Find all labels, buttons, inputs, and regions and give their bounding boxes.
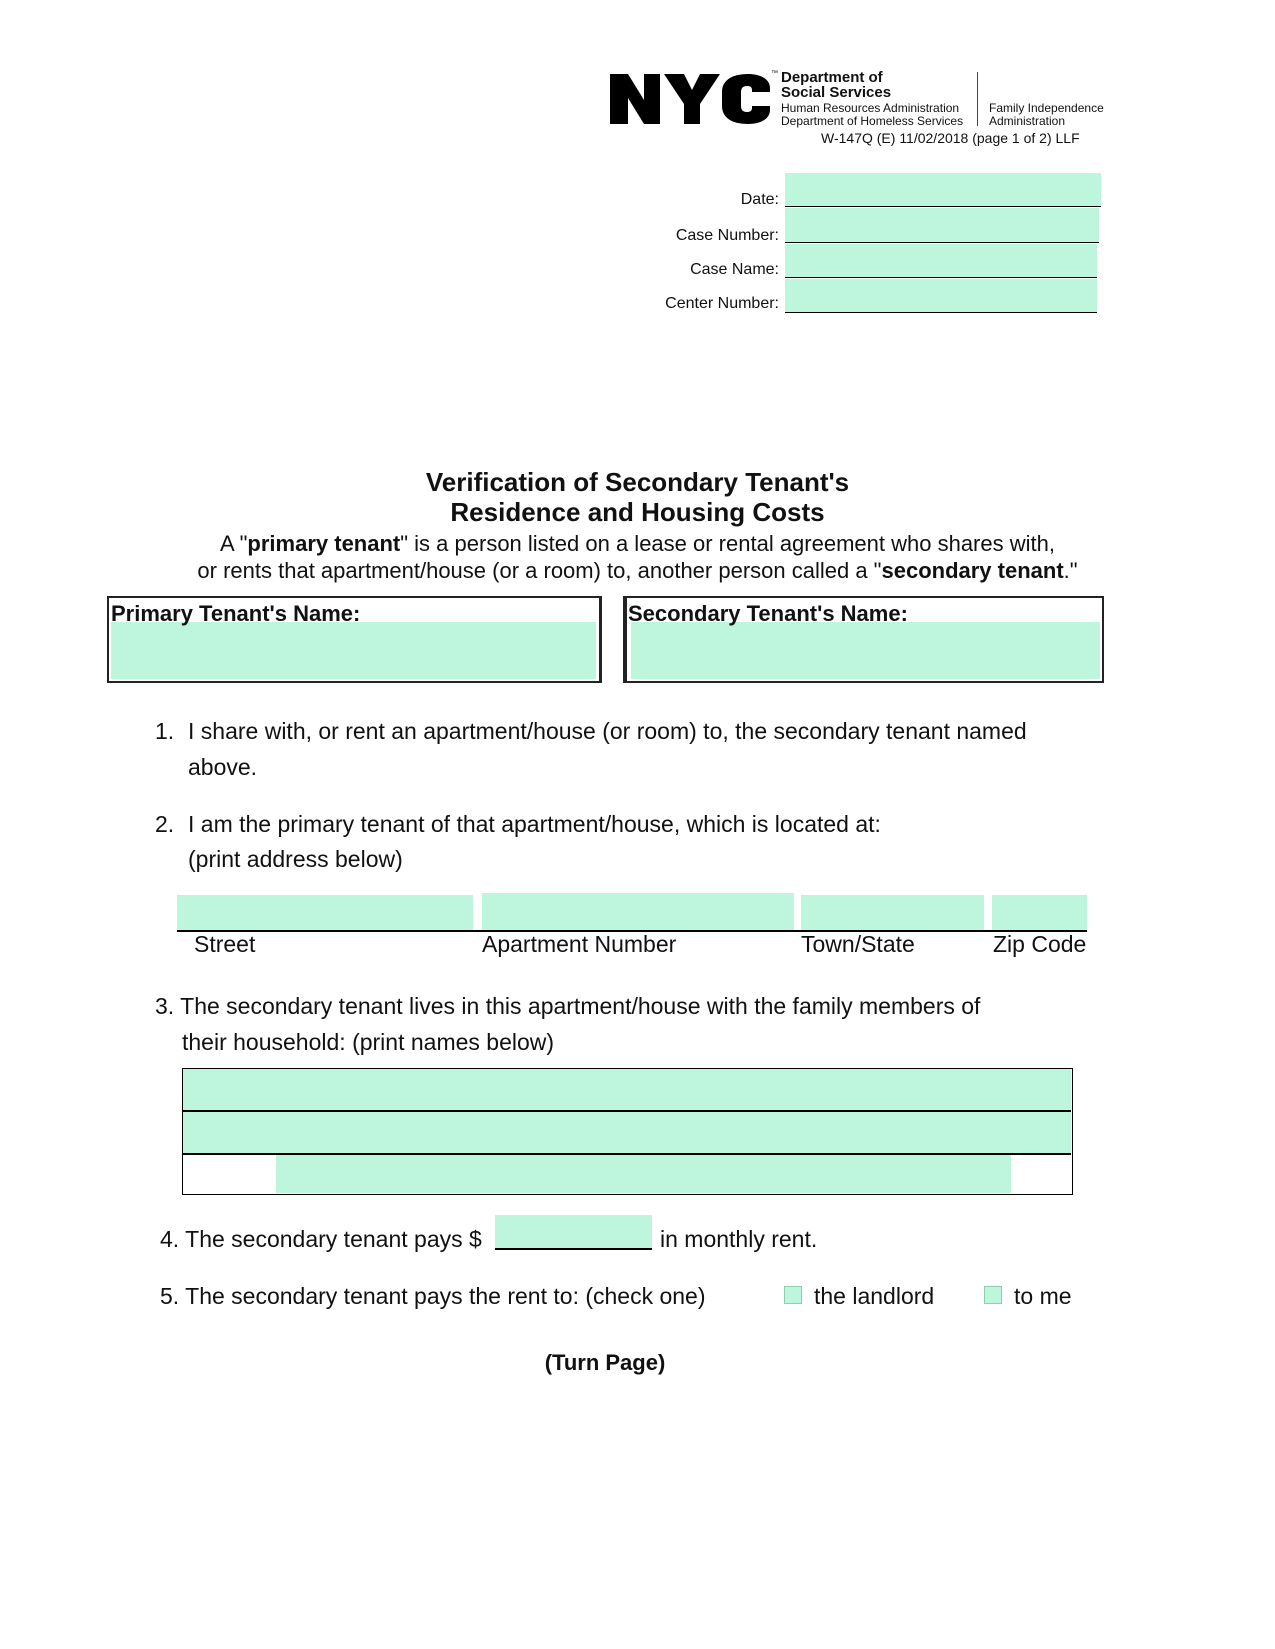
landlord-checkbox[interactable] <box>784 1286 802 1304</box>
town-state-label: Town/State <box>801 931 915 957</box>
item1-line1: I share with, or rent an apartment/house (or room) to, the secondary tenant named <box>188 718 1027 744</box>
primary-tenant-name-field[interactable] <box>111 622 596 679</box>
primary-tenant-box <box>107 596 602 683</box>
agency-dhs: Department of Homeless Services <box>781 114 964 128</box>
dept-line1: Department of <box>781 69 883 86</box>
case-name-underline <box>785 277 1097 278</box>
primary-tenant-label: Primary Tenant's Name: <box>111 601 361 626</box>
item2-line1: I am the primary tenant of that apartment/house, which is located at: <box>188 811 881 837</box>
nyc-logo-mark <box>608 70 772 128</box>
item1-line2: above. <box>188 754 258 780</box>
apartment-number-field[interactable] <box>482 893 794 930</box>
household-member-3[interactable] <box>276 1155 1011 1193</box>
date-field[interactable] <box>785 173 1101 206</box>
dept-line2: Social Services <box>781 84 892 101</box>
case-name-label: Case Name: <box>690 261 779 278</box>
intro-secondary-tenant: secondary tenant <box>881 558 1064 583</box>
fia-line1: Family Independence <box>989 101 1104 115</box>
nyc-logo <box>608 70 772 133</box>
to-me-option-label: to me <box>1014 1283 1072 1309</box>
intro-line2-pre: or rents that apartment/house (or a room) to, another person called a " <box>197 558 882 583</box>
zip-code-field[interactable] <box>992 895 1087 930</box>
date-label: Date: <box>740 191 779 208</box>
form-id: W-147Q (E) 11/02/2018 (page 1 of 2) LLF <box>821 130 1080 146</box>
case-number-label: Case Number: <box>675 227 779 244</box>
apartment-number-label: Apartment Number <box>482 931 677 957</box>
turn-page-note: (Turn Page) <box>544 1350 666 1375</box>
tm-mark: ™ <box>771 70 778 77</box>
street-field[interactable] <box>177 895 473 930</box>
fia-line2: Administration <box>989 114 1066 128</box>
case-name-field[interactable] <box>785 244 1097 277</box>
household-table <box>182 1068 1073 1195</box>
monthly-rent-underline <box>495 1248 652 1250</box>
item2-line2: (print address below) <box>188 846 403 872</box>
item3-line1: 3. The secondary tenant lives in this apartment/house with the family members of <box>155 993 981 1019</box>
item1-number: 1. <box>155 718 175 744</box>
zip-code-label: Zip Code <box>993 931 1087 957</box>
town-state-field[interactable] <box>801 895 984 930</box>
to-me-checkbox[interactable] <box>984 1286 1002 1304</box>
intro-line2 <box>0 557 1275 585</box>
intro-line2-post: ." <box>1063 558 1078 583</box>
case-number-underline <box>785 242 1099 243</box>
household-member-2[interactable] <box>183 1112 1071 1153</box>
case-number-field[interactable] <box>785 208 1099 242</box>
intro-line1 <box>0 530 1275 558</box>
household-member-1[interactable] <box>183 1069 1071 1110</box>
secondary-box-shadow <box>623 596 627 683</box>
secondary-tenant-label: Secondary Tenant's Name: <box>628 601 908 626</box>
intro-line1-post: " is a person listed on a lease or rental agreement who shares with, <box>400 531 1055 556</box>
form-title-line1: Verification of Secondary Tenant's <box>425 467 850 497</box>
center-number-label: Center Number: <box>665 295 779 312</box>
secondary-tenant-box <box>623 596 1104 683</box>
primary-box-shadow <box>599 596 602 683</box>
center-number-underline <box>785 312 1097 313</box>
header-divider <box>977 72 978 126</box>
center-number-field[interactable] <box>785 279 1097 312</box>
intro-line1-pre: A " <box>220 531 248 556</box>
street-label: Street <box>194 931 256 957</box>
form-title-line2: Residence and Housing Costs <box>450 497 825 527</box>
landlord-option-label: the landlord <box>814 1283 935 1309</box>
secondary-tenant-name-field[interactable] <box>631 622 1100 679</box>
item2-number: 2. <box>155 811 175 837</box>
agency-hra: Human Resources Administration <box>781 101 960 115</box>
intro-primary-tenant: primary tenant <box>247 531 401 556</box>
monthly-rent-field[interactable] <box>495 1215 652 1248</box>
item3-line2: their household: (print names below) <box>182 1029 555 1055</box>
date-underline <box>785 206 1101 207</box>
item4-suffix: in monthly rent. <box>660 1226 818 1252</box>
item4-prefix: 4. The secondary tenant pays $ <box>160 1226 482 1252</box>
item5-text: 5. The secondary tenant pays the rent to: (check one) <box>160 1283 706 1309</box>
